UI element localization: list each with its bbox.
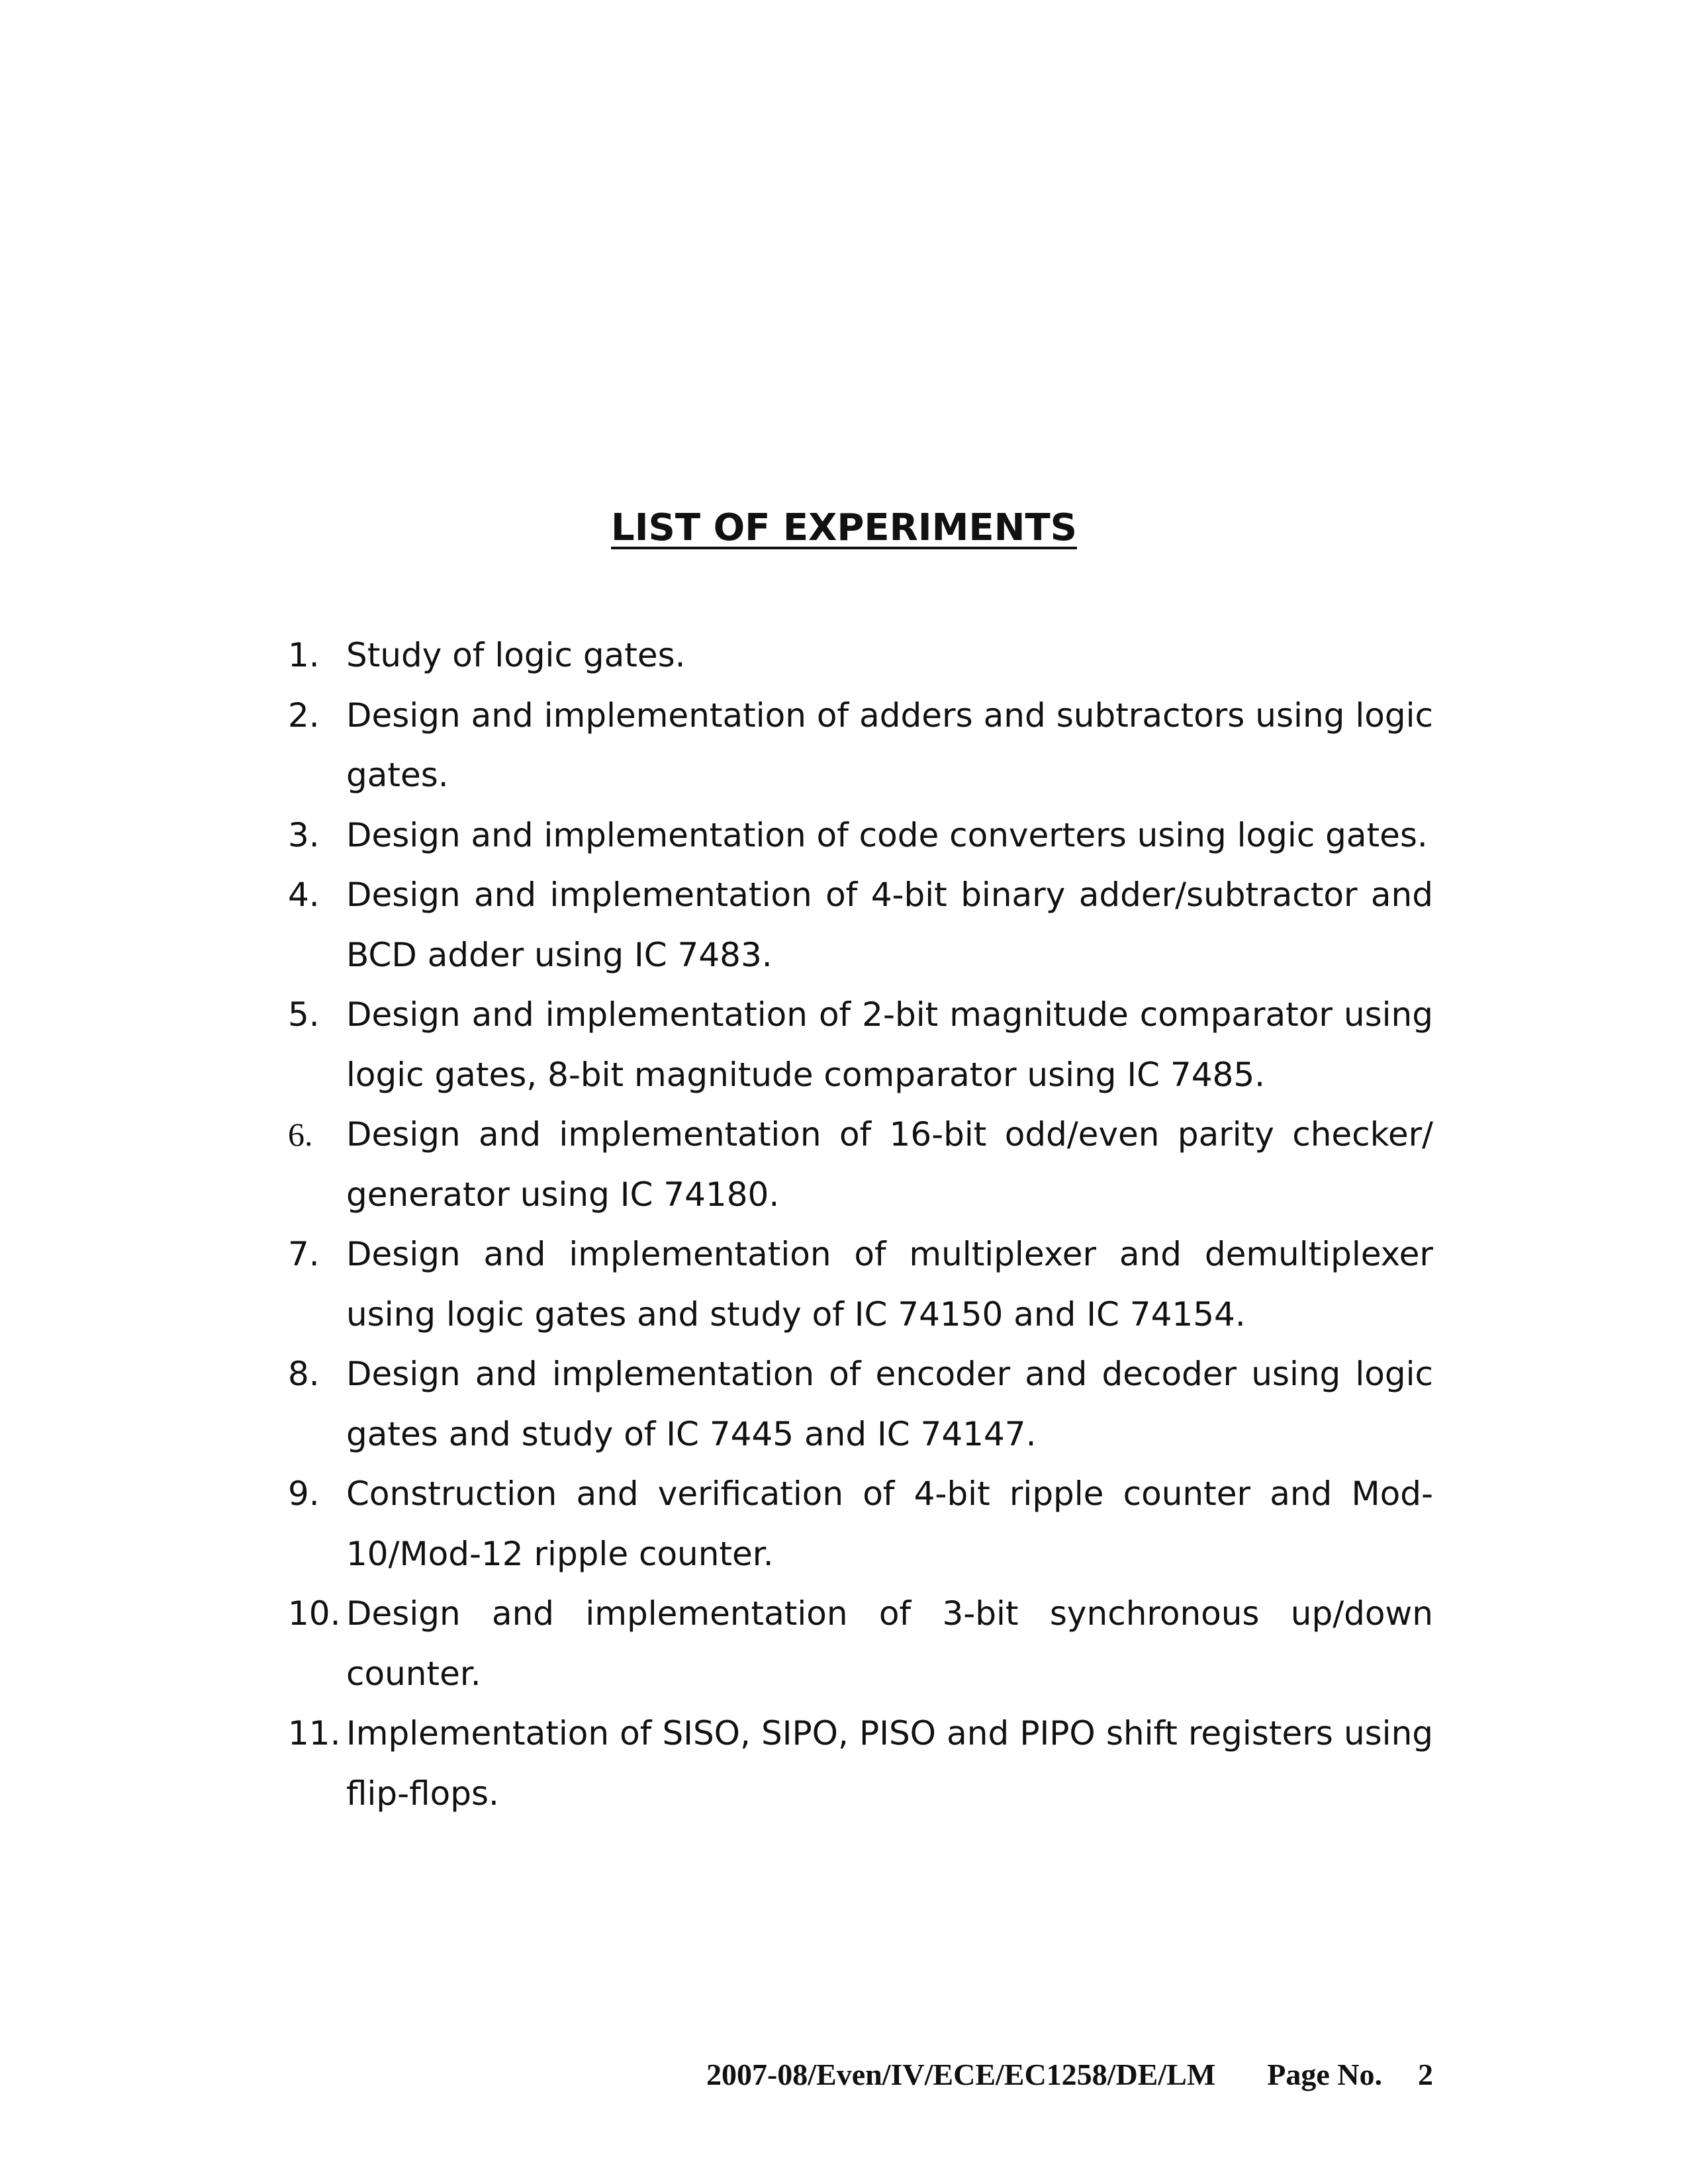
item-text: Implementation of SISO, SIPO, PISO and PIPO shift registers using flip-flops.: [346, 1714, 1433, 1813]
footer-code: 2007-08/Even/IV/ECE/EC1258/DE/LM: [706, 2058, 1216, 2091]
item-number: 9.: [288, 1475, 320, 1513]
item-text: Construction and verification of 4-bit ripple counter and Mod-10/Mod-12 ripple counter.: [346, 1475, 1433, 1573]
item-number: 10.: [288, 1594, 341, 1633]
item-text: Design and implementation of 4-bit binary adder/subtractor and BCD adder using IC 7483.: [346, 876, 1433, 974]
item-text: Design and implementation of 16-bit odd/even parity checker/ generator using IC 74180.: [346, 1115, 1433, 1214]
page-number-label: Page No.: [1267, 2058, 1382, 2091]
list-item: [288, 1464, 1433, 1584]
list-item: [288, 1344, 1433, 1464]
item-text: Design and implementation of 3-bit synchronous up/down counter.: [346, 1594, 1433, 1693]
item-text: Design and implementation of 2-bit magnitude comparator using logic gates, 8-bit magnitude comparator using IC 7485.: [346, 995, 1433, 1094]
item-number: 7.: [288, 1235, 320, 1273]
item-number: 4.: [288, 876, 320, 914]
item-number: 2.: [288, 696, 320, 735]
item-number: 8.: [288, 1355, 320, 1393]
item-text: Design and implementation of adders and subtractors using logic gates.: [346, 696, 1433, 794]
item-number: 11.: [288, 1714, 341, 1752]
item-number: 6.: [288, 1116, 313, 1153]
page-footer: [706, 2055, 1433, 2095]
list-item: [288, 985, 1433, 1105]
item-number: 1.: [288, 636, 320, 674]
item-text: Study of logic gates.: [346, 636, 686, 674]
page-title: LIST OF EXPERIMENTS: [611, 506, 1077, 549]
item-text: Design and implementation of multiplexer and demultiplexer using logic gates and study of IC 74150 and IC 74154.: [346, 1235, 1433, 1334]
item-number: 3.: [288, 815, 320, 854]
list-item: [288, 1105, 1433, 1224]
page-number: 2: [1418, 2058, 1433, 2091]
list-item: [288, 1224, 1433, 1344]
item-number: 5.: [288, 995, 320, 1034]
list-item: [288, 865, 1433, 985]
item-text: Design and implementation of encoder and decoder using logic gates and study of IC 7445 and IC 74147.: [346, 1355, 1433, 1453]
list-item: [288, 805, 1433, 866]
experiment-list: [288, 625, 1433, 1823]
list-item: [288, 1704, 1433, 1823]
list-item: [288, 686, 1433, 805]
list-item: [288, 1584, 1433, 1704]
item-text: Design and implementation of code converters using logic gates.: [346, 815, 1428, 854]
list-item: [288, 625, 1433, 686]
